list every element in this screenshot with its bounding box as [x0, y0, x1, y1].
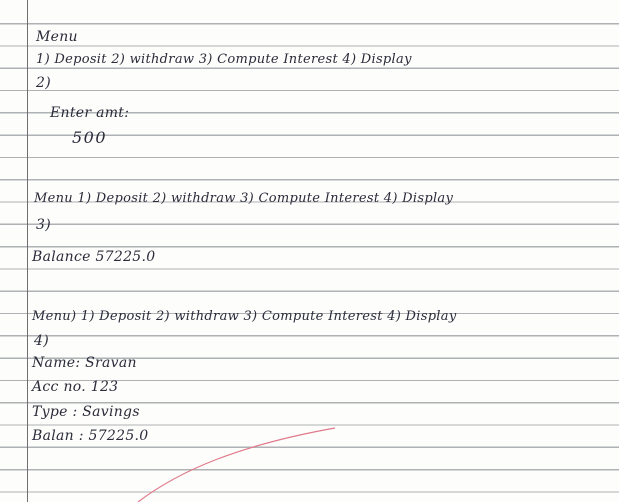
- menu-choice-2: 3): [36, 217, 51, 233]
- enter-amount-prompt: Enter amt:: [50, 105, 130, 121]
- balance-line-3: Balan : 57225.0: [32, 428, 149, 444]
- menu-options-3: Menu) 1) Deposit 2) withdraw 3) Compute Interest 4) Display: [32, 309, 457, 324]
- menu-options-2: Menu 1) Deposit 2) withdraw 3) Compute Interest 4) Display: [34, 191, 454, 206]
- menu-choice-1: 2): [36, 75, 51, 91]
- pencil-stroke: [138, 428, 335, 502]
- name-line: Name: Sravan: [32, 355, 137, 371]
- margin-line: [27, 0, 28, 502]
- balance-line-2: Balance 57225.0: [32, 249, 156, 265]
- entered-amount: 500: [72, 128, 108, 147]
- menu-options-1: 1) Deposit 2) withdraw 3) Compute Interest 4) Display: [36, 52, 412, 67]
- menu-choice-3: 4): [34, 333, 49, 349]
- account-type-line: Type : Savings: [32, 404, 140, 420]
- account-number-line: Acc no. 123: [32, 379, 119, 395]
- menu-title-1: Menu: [36, 29, 78, 45]
